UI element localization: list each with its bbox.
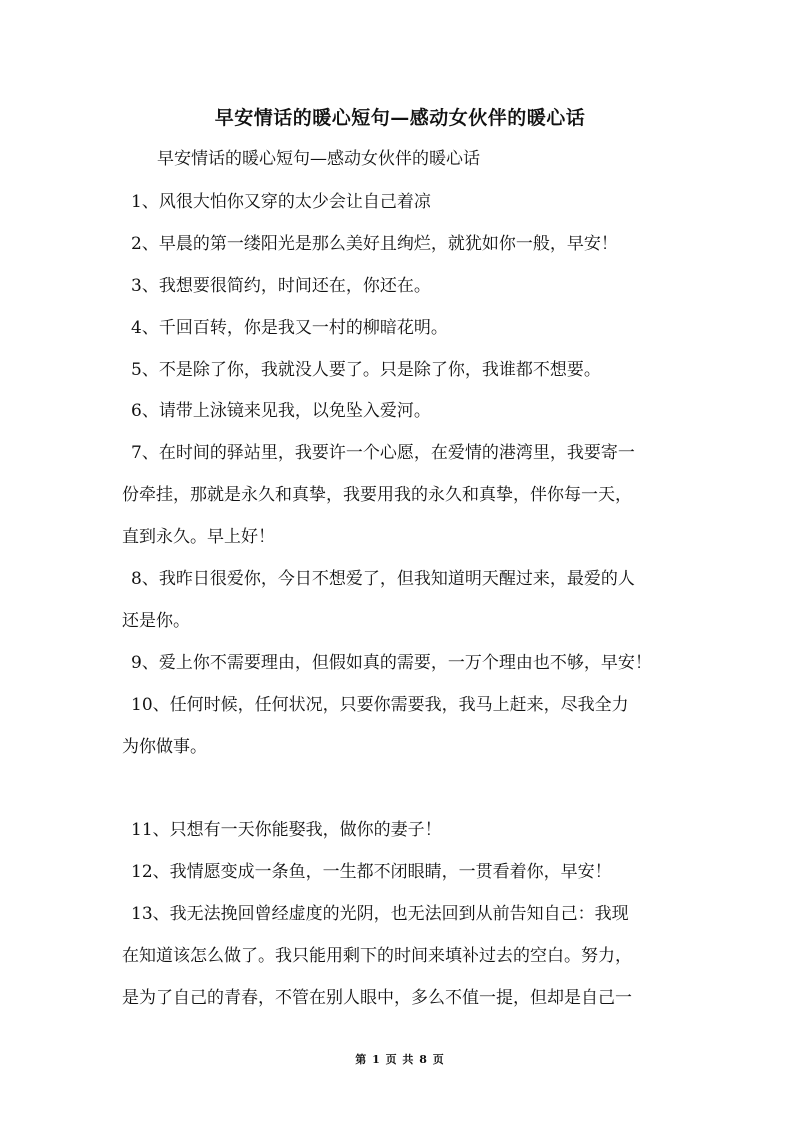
intro-line: 早安情话的暖心短句—感动女伙伴的暖心话 <box>157 149 480 169</box>
text-line-13: 13、我无法挽回曾经虚度的光阴，也无法回到从前告知自己：我现 <box>131 904 629 924</box>
text-line-8-cont: 还是你。 <box>122 611 190 631</box>
page-footer: 第 1 页 共 8 页 <box>355 1053 445 1066</box>
text-line-13-cont-2: 是为了自己的青春，不管在别人眼中，多么不值一提，但却是自己一 <box>122 988 632 1008</box>
document-title: 早安情话的暖心短句—感动女伙伴的暖心话 <box>214 107 586 129</box>
text-line-6: 6、请带上泳镜来见我，以免坠入爱河。 <box>131 401 431 421</box>
text-line-8: 8、我昨日很爱你，今日不想爱了，但我知道明天醒过来，最爱的人 <box>131 569 635 589</box>
text-line-4: 4、千回百转，你是我又一村的柳暗花明。 <box>131 318 448 338</box>
text-line-7: 7、在时间的驿站里，我要许一个心愿，在爱情的港湾里，我要寄一 <box>131 443 635 463</box>
text-line-10-cont: 为你做事。 <box>122 737 207 757</box>
text-line-3: 3、我想要很简约，时间还在，你还在。 <box>131 276 431 296</box>
text-line-7-cont-2: 直到永久。早上好！ <box>122 527 275 547</box>
text-line-5: 5、不是除了你，我就没人要了。只是除了你，我谁都不想要。 <box>131 360 601 380</box>
text-line-12: 12、我情愿变成一条鱼，一生都不闭眼睛，一贯看着你，早安！ <box>131 862 612 882</box>
text-line-10: 10、任何时候，任何状况，只要你需要我，我马上赶来，尽我全力 <box>131 695 629 715</box>
text-line-2: 2、早晨的第一缕阳光是那么美好且绚烂，就犹如你一般，早安！ <box>131 234 618 254</box>
text-line-1: 1、风很大怕你又穿的太少会让自己着凉 <box>131 192 431 212</box>
text-line-9: 9、爱上你不需要理由，但假如真的需要，一万个理由也不够，早安！ <box>131 653 652 673</box>
text-line-13-cont-1: 在知道该怎么做了。我只能用剩下的时间来填补过去的空白。努力， <box>122 946 632 966</box>
text-line-7-cont-1: 份牵挂，那就是永久和真挚，我要用我的永久和真挚，伴你每一天， <box>122 485 632 505</box>
text-line-11: 11、只想有一天你能娶我，做你的妻子！ <box>131 820 442 840</box>
